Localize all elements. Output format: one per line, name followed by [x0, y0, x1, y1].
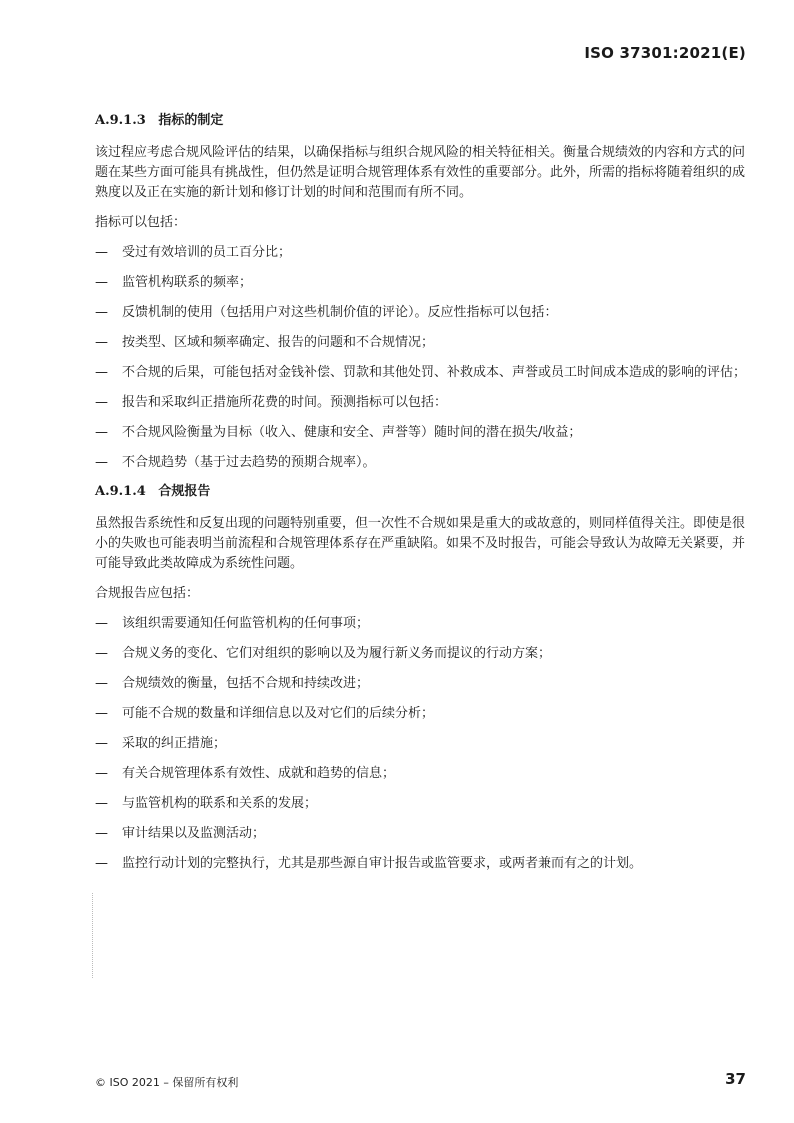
list-item: [95, 363, 747, 383]
section-title: 合规报告: [158, 484, 211, 499]
dash-bullet: —: [95, 245, 108, 260]
list-item-text: 反馈机制的使用（包括用户对这些机制价值的评论）。反应性指标可以包括：: [122, 305, 558, 320]
list-item: [95, 393, 747, 413]
dash-bullet: —: [95, 796, 108, 811]
report-content-list: [95, 614, 747, 874]
list-item: [95, 704, 747, 724]
list-item-text: 合规绩效的衡量，包括不合规和持续改进；: [122, 676, 370, 691]
list-item-text: 监管机构联系的频率；: [122, 275, 253, 290]
dash-bullet: —: [95, 365, 108, 380]
list-item-text: 按类型、区域和频率确定、报告的问题和不合规情况；: [122, 335, 435, 350]
dash-bullet: —: [95, 616, 108, 631]
dash-bullet: —: [95, 455, 108, 470]
list-item: [95, 794, 747, 814]
dash-bullet: —: [95, 275, 108, 290]
list-item: [95, 453, 747, 473]
list-intro: 指标可以包括：: [95, 215, 187, 230]
list-item: [95, 243, 747, 263]
list-item: [95, 674, 747, 694]
dash-bullet: —: [95, 736, 108, 751]
list-item-text: 报告和采取纠正措施所花费的时间。预测指标可以包括：: [122, 395, 448, 410]
dash-bullet: —: [95, 766, 108, 781]
list-item-text: 与监管机构的联系和关系的发展；: [122, 796, 318, 811]
copyright-footer: © ISO 2021 – 保留所有权利: [95, 1076, 239, 1089]
dash-bullet: —: [95, 646, 108, 661]
list-item: [95, 303, 747, 323]
page-number: 37: [725, 1070, 746, 1088]
margin-mark: [92, 893, 95, 978]
list-item: [95, 423, 747, 443]
section-title: 指标的制定: [158, 113, 224, 128]
list-item: [95, 764, 747, 784]
indicator-list: [95, 243, 747, 473]
dash-bullet: —: [95, 706, 108, 721]
list-item: [95, 734, 747, 754]
section-paragraph: 该过程应考虑合规风险评估的结果，以确保指标与组织合规风险的相关特征相关。衡量合规绩效的内容和方式的问题在某些方面可能具有挑战性，但仍然是证明合规管理体系有效性的重要部分。此外，所需的指标将随着组织的成熟度以及正在实施的新计划和修订计划的时间和范围而有所不同。: [95, 145, 746, 200]
dash-bullet: —: [95, 826, 108, 841]
list-item-text: 不合规风险衡量为目标（收入、健康和安全、声誉等）随时间的潜在损失/收益；: [122, 425, 582, 440]
dash-bullet: —: [95, 395, 108, 410]
dash-bullet: —: [95, 676, 108, 691]
list-item-text: 采取的纠正措施；: [122, 736, 227, 751]
list-item-text: 有关合规管理体系有效性、成就和趋势的信息；: [122, 766, 396, 781]
list-item: [95, 854, 747, 874]
list-item: [95, 614, 747, 634]
page-content: [95, 112, 747, 884]
document-id-header: ISO 37301:2021(E): [584, 44, 746, 62]
section-number: A.9.1.3: [95, 113, 146, 128]
list-item: [95, 273, 747, 293]
section-heading-a914: [95, 483, 747, 500]
list-item-text: 不合规趋势（基于过去趋势的预期合规率）。: [122, 455, 376, 470]
list-item-text: 该组织需要通知任何监管机构的任何事项；: [122, 616, 370, 631]
list-item: [95, 824, 747, 844]
list-item: [95, 644, 747, 664]
list-item-text: 合规义务的变化、它们对组织的影响以及为履行新义务而提议的行动方案；: [122, 646, 552, 661]
list-item-text: 可能不合规的数量和详细信息以及对它们的后续分析；: [122, 706, 435, 721]
dash-bullet: —: [95, 425, 108, 440]
list-item-text: 监控行动计划的完整执行，尤其是那些源自审计报告或监管要求，或两者兼而有之的计划。: [122, 856, 643, 871]
list-item-text: 受过有效培训的员工百分比；: [122, 245, 292, 260]
section-number: A.9.1.4: [95, 484, 146, 499]
dash-bullet: —: [95, 856, 108, 871]
list-intro: 合规报告应包括：: [95, 586, 200, 601]
dash-bullet: —: [95, 335, 108, 350]
list-item-text: 不合规的后果，可能包括对金钱补偿、罚款和其他处罚、补救成本、声誉或员工时间成本造成的影响的评估；: [122, 365, 747, 380]
section-paragraph: 虽然报告系统性和反复出现的问题特别重要，但一次性不合规如果是重大的或故意的，则同样值得关注。即使是很小的失败也可能表明当前流程和合规管理体系存在严重缺陷。如果不及时报告，可能会导致认为故障无关紧要，并可能导致此类故障成为系统性问题。: [95, 516, 746, 571]
list-item-text: 审计结果以及监测活动；: [122, 826, 266, 841]
section-heading-a913: [95, 112, 747, 129]
dash-bullet: —: [95, 305, 108, 320]
list-item: [95, 333, 747, 353]
